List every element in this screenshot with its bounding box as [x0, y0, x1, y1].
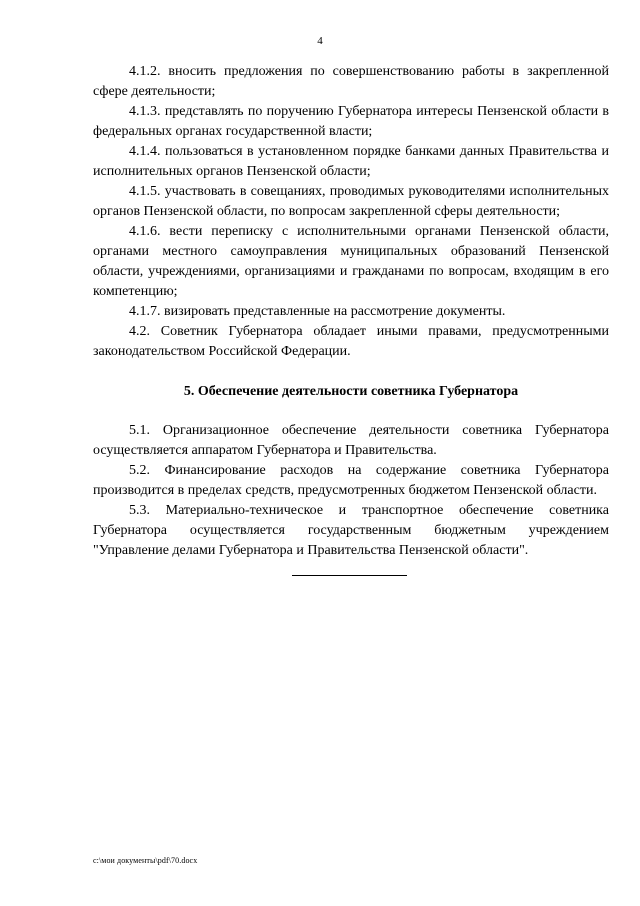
clause-4-1-7: 4.1.7. визировать представленные на рассмотрение документы. [129, 304, 506, 319]
clause-4-1-6: 4.1.6. вести переписку с исполнительными органами Пензенской области, органами местного самоуправления муниципальных образований Пензенской области, учреждениями, организациями и гражданами по вопросам, входящим в его компетенцию; [93, 224, 609, 299]
section-5-heading: 5. Обеспечение деятельности советника Губернатора [183, 384, 519, 399]
clause-5-3: 5.3. Материально-техническое и транспортное обеспечение советника Губернатора осуществляется государственным бюджетным учреждением "Управление делами Губернатора и Правительства Пензенской области". [93, 503, 609, 558]
clause-5-1: 5.1. Организационное обеспечение деятельности советника Губернатора осуществляется аппаратом Губернатора и Правительства. [93, 423, 609, 458]
end-of-document-rule [292, 575, 407, 576]
page-number: 4 [317, 35, 323, 47]
footer-file-path: c:\мои документы\pdf\70.docx [93, 856, 198, 865]
clause-4-1-4: 4.1.4. пользоваться в установленном порядке банками данных Правительства и исполнительных органов Пензенской области; [93, 144, 609, 179]
clause-4-1-2: 4.1.2. вносить предложения по совершенствованию работы в закрепленной сфере деятельности; [93, 64, 609, 99]
clause-4-2: 4.2. Советник Губернатора обладает иными правами, предусмотренными законодательством Российской Федерации. [93, 324, 609, 359]
document-body [93, 62, 609, 561]
clause-5-2: 5.2. Финансирование расходов на содержание советника Губернатора производится в пределах средств, предусмотренных бюджетом Пензенской области. [93, 463, 609, 498]
clause-4-1-3: 4.1.3. представлять по поручению Губернатора интересы Пензенской области в федеральных органах государственной власти; [93, 104, 609, 139]
clause-4-1-5: 4.1.5. участвовать в совещаниях, проводимых руководителями исполнительных органов Пензенской области, по вопросам закрепленной сферы деятельности; [93, 184, 609, 219]
